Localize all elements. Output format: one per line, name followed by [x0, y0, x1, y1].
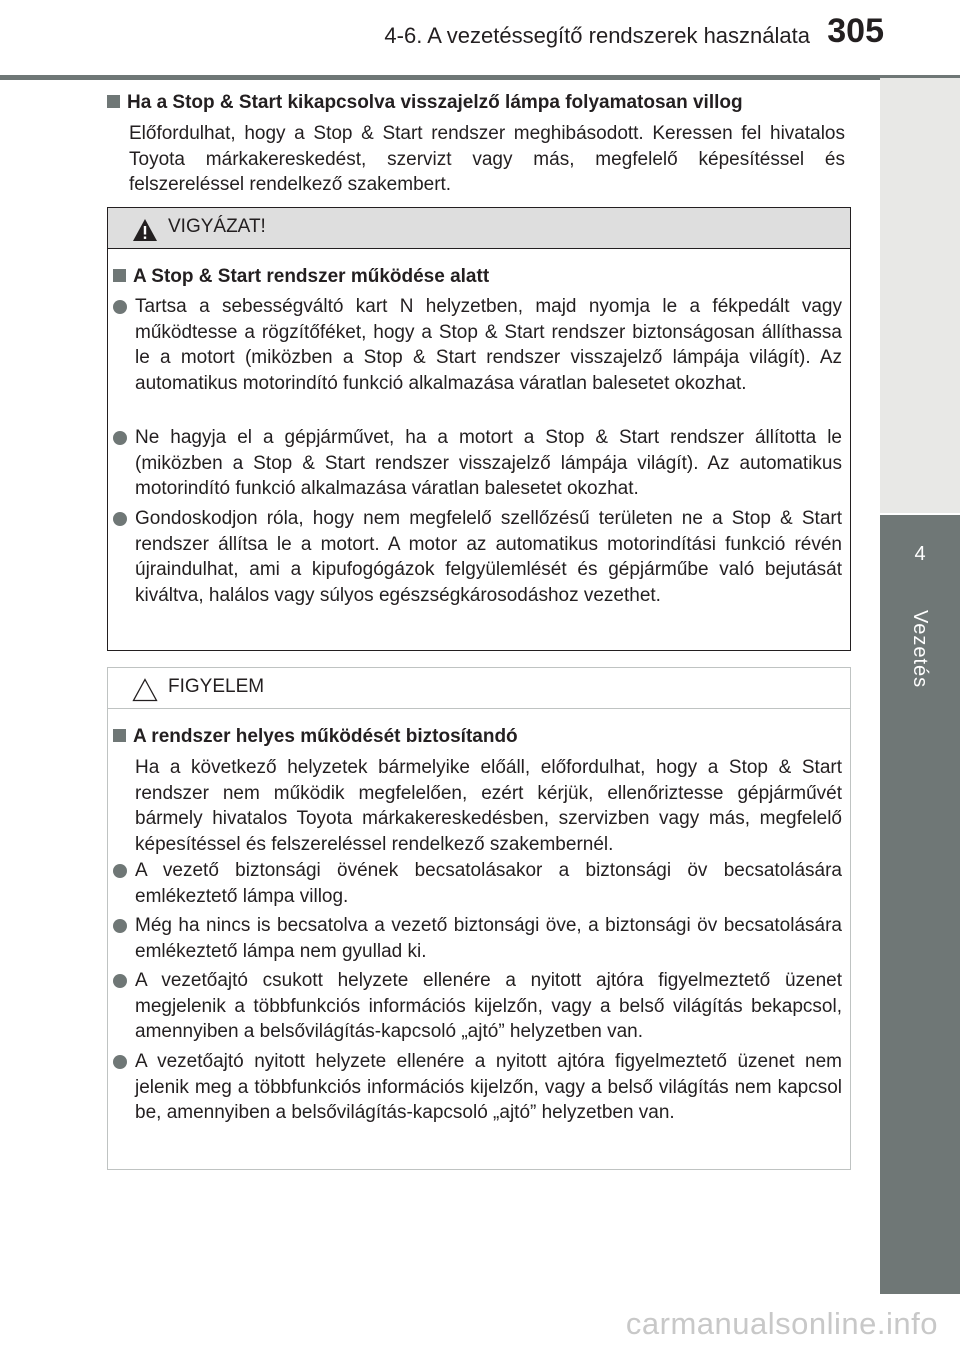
section-heading-text: Ha a Stop & Start kikapcsolva visszajelző lámpa folyamatosan villog — [127, 92, 743, 113]
caution-item-text: A vezetőajtó nyitott helyzete ellenére a nyitott ajtóra figyelmeztető üzenet nem jelenik meg a többfunkciós információs kijelzőn, vagy a belső világítás nem kapcsol be, amennyiben a belsővilágítás-kapcsoló „ajtó” helyzetben van. — [135, 1051, 842, 1123]
chapter-number: 4 — [914, 543, 926, 565]
warning-subheading — [113, 265, 489, 289]
warning-item — [135, 506, 842, 608]
caution-item-text: A vezetőajtó csukott helyzete ellenére a nyitott ajtóra figyelmeztető üzenet megjelenik a többfunkciós információs kijelzőn, vagy a belső világítás bekapcsol, amennyiben a belsővilágítás-kapcsoló „ajtó” helyzetben van. — [135, 970, 842, 1042]
warning-item-text: Tartsa a sebességváltó kart N helyzetben, majd nyomja le a fékpedált vagy működtesse a rögzítőféket, hogy a Stop & Start rendszer biztonságosan állíthassa le a motort (miközben a Stop & Start rendszer visszajelző lámpája világít). Az automatikus motorindító funkció alkalmazása váratlan balesetet okozhat. — [135, 296, 842, 394]
warning-box-header — [108, 208, 850, 249]
caution-triangle-icon — [132, 678, 158, 702]
warning-item — [135, 425, 842, 502]
header-section-title: 4-6. A vezetéssegítő rendszerek használata — [384, 23, 810, 48]
warning-title: VIGYÁZAT! — [168, 216, 266, 237]
chapter-name: Vezetés — [909, 610, 931, 689]
caution-subheading — [113, 725, 518, 749]
caution-item — [135, 1049, 842, 1126]
caution-item — [135, 858, 842, 909]
warning-subheading-text: A Stop & Start rendszer működése alatt — [133, 266, 490, 287]
bullet-dot-icon — [113, 864, 127, 878]
warning-item-text: Gondoskodjon róla, hogy nem megfelelő szellőzésű területen ne a Stop & Start rendszer állítsa le a motort. A motor az automatikus motorindítási funkció révén újraindulhat, ami a kipufogógázok felgyülemlését és gépjárműbe való bejutását kiváltva, halálos vagy súlyos egészségkárosodáshoz vezethet. — [135, 508, 842, 606]
caution-item-text: A vezető biztonsági övének becsatolásakor a biztonsági öv becsatolására emlékeztető lámpa villog. — [135, 860, 842, 907]
bullet-dot-icon — [113, 974, 127, 988]
bullet-dot-icon — [113, 300, 127, 314]
warning-item — [135, 294, 842, 396]
warning-box — [107, 207, 851, 651]
header-rule — [0, 75, 960, 80]
bullet-dot-icon — [113, 1055, 127, 1069]
square-bullet-icon — [113, 269, 126, 282]
caution-item-text: Még ha nincs is becsatolva a vezető biztonsági öve, a biztonsági öv becsatolására emlékeztető lámpa nem gyullad ki. — [135, 915, 842, 962]
chapter-side-tab — [880, 515, 960, 1294]
caution-intro: Ha a következő helyzetek bármelyike előáll, előfordulhat, hogy a Stop & Start rendszer nem működik megfelelően, ezért kérjük, ellenőriztesse gépjárművét bármely hivatalos Toyota márkakereskedésben, szervizben vagy más, megfelelő képesítéssel és felszereléssel rendelkező szakembernél. — [135, 757, 842, 855]
warning-triangle-icon — [132, 218, 158, 242]
watermark: carmanualsonline.info — [625, 1306, 938, 1341]
bullet-dot-icon — [113, 512, 127, 526]
caution-item — [135, 913, 842, 964]
square-bullet-icon — [113, 729, 126, 742]
warning-item-text: Ne hagyja el a gépjárművet, ha a motort a Stop & Start rendszer állította le (miközben a Stop & Start rendszer visszajelző lámpája világít). Az automatikus motorindító funkció alkalmazása váratlan balesetet okozhat. — [135, 427, 842, 499]
section-heading — [107, 91, 743, 115]
bullet-dot-icon — [113, 919, 127, 933]
side-tab-upper — [880, 78, 960, 513]
page-number: 305 — [827, 12, 884, 50]
section-body: Előfordulhat, hogy a Stop & Start rendszer meghibásodott. Keressen fel hivatalos Toyota márkakereskedést, szervizt vagy más, megfelelő képesítéssel és felszereléssel rendelkező szakembert. — [129, 123, 845, 195]
caution-box — [107, 667, 851, 1170]
square-bullet-icon — [107, 95, 120, 108]
caution-subheading-text: A rendszer helyes működését biztosítandó — [133, 726, 518, 747]
bullet-dot-icon — [113, 431, 127, 445]
caution-box-header — [108, 668, 850, 709]
caution-item — [135, 968, 842, 1045]
caution-title: FIGYELEM — [168, 676, 265, 697]
